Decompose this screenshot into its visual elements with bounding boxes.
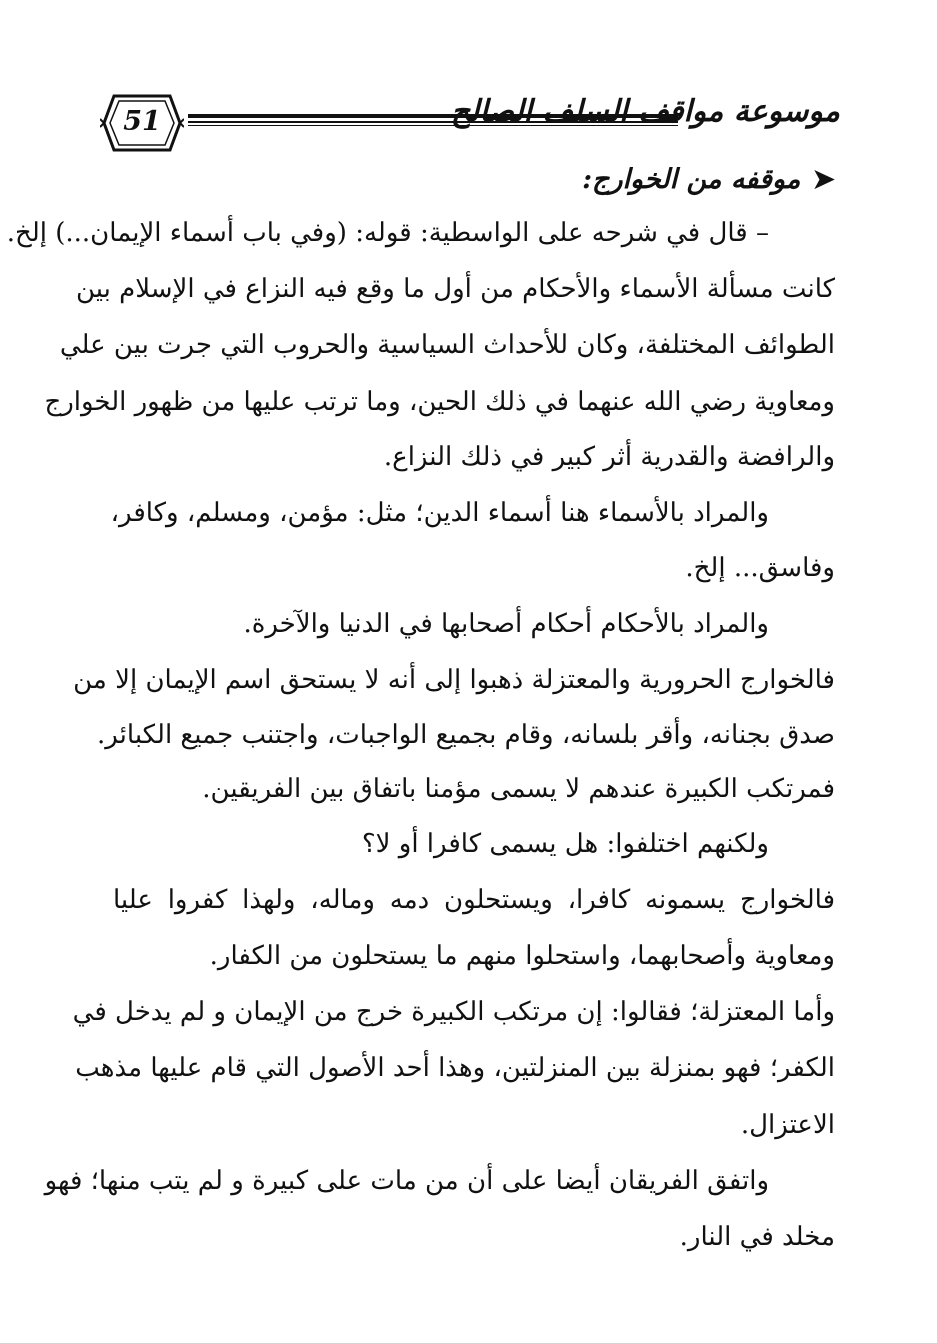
text-line: كانت مسألة الأسماء والأحكام من أول ما وقع فيه النزاع في الإسلام بين	[76, 274, 835, 304]
text-line: – قال في شرحه على الواسطية: قوله: (وفي باب أسماء الإيمان...) إلخ.	[6, 218, 769, 248]
text-line: صدق بجنانه، وأقر بلسانه، وقام بجميع الواجبات، واجتنب جميع الكبائر.	[97, 720, 835, 750]
text-line: واتفق الفريقان أيضا على أن من مات على كبيرة و لم يتب منها؛ فهو	[44, 1166, 769, 1196]
text-line: فالخوارج الحرورية والمعتزلة ذهبوا إلى أنه لا يستحق اسم الإيمان إلا من	[73, 665, 835, 695]
text-line: الكفر؛ فهو بمنزلة بين المنزلتين، وهذا أحد الأصول التي قام عليها مذهب	[75, 1053, 835, 1083]
text-line: الاعتزال.	[740, 1110, 835, 1140]
series-title: موسوعة مواقف السلف الصالح	[450, 94, 840, 129]
section-heading-text: موقفه من الخوارج:	[582, 164, 801, 195]
text-line: والرافضة والقدرية أثر كبير في ذلك النزاع.	[383, 442, 835, 472]
text-line: ومعاوية رضي الله عنهما في ذلك الحين، وما ترتب عليها من ظهور الخوارج	[44, 387, 835, 417]
text-line: ولكنهم اختلفوا: هل يسمى كافرا أو لا؟	[361, 829, 769, 859]
arrow-icon: ➤	[812, 164, 835, 195]
section-heading	[113, 160, 835, 200]
text-line: ومعاوية وأصحابهما، واستحلوا منهم ما يستحلون من الكفار.	[209, 941, 835, 971]
page-body	[6, 160, 835, 1265]
text-line: فالخوارج يسمونه كافرا، ويستحلون دمه وماله، ولهذا كفروا عليا	[113, 885, 835, 915]
text-line: والمراد بالأسماء هنا أسماء الدين؛ مثل: مؤمن، ومسلم، وكافر،	[110, 498, 769, 528]
text-line: مخلد في النار.	[679, 1222, 835, 1252]
text-line: الطوائف المختلفة، وكان للأحداث السياسية والحروب التي جرت بين علي	[59, 330, 835, 360]
page-number-badge	[100, 92, 184, 154]
page-header	[100, 92, 840, 154]
text-line: وأما المعتزلة؛ فقالوا: إن مرتكب الكبيرة خرج من الإيمان و لم يدخل في	[72, 997, 835, 1027]
text-line: فمرتكب الكبيرة عندهم لا يسمى مؤمنا باتفاق بين الفريقين.	[202, 774, 835, 804]
text-line: والمراد بالأحكام أحكام أصحابها في الدنيا والآخرة.	[243, 609, 769, 639]
page-number: 51	[123, 106, 161, 137]
text-line: وفاسق... إلخ.	[685, 553, 835, 583]
